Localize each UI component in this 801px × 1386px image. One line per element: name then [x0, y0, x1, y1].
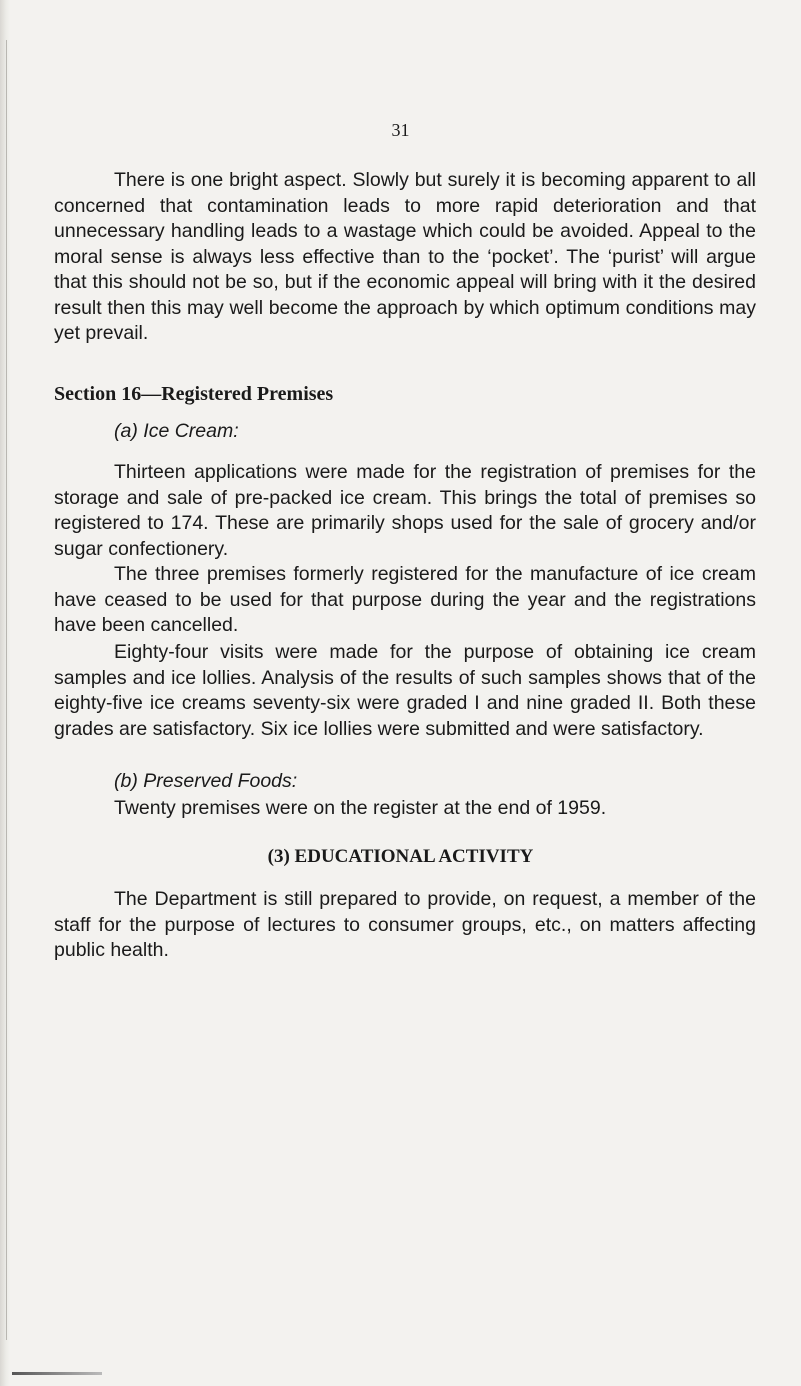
- paragraph-bright-aspect: There is one bright aspect. Slowly but surely it is becoming apparent to all concerned that contamination leads to more rapid deterioration and that unnecessary handling leads to a wastage which could be avoided. Appeal to the moral sense is always less effective than to the ‘pocket’. The ‘purist’ will argue that this should not be so, but if the economic appeal will bring with it the desired result then this may well become the approach by which optimum conditions may yet prevail.: [54, 169, 756, 344]
- binding-shadow: [0, 0, 10, 1386]
- subsection-preserved-foods-heading: (b) Preserved Foods:: [114, 770, 298, 792]
- subsection-b-marker: b: [120, 770, 132, 792]
- subsection-ice-cream-heading: (a) Ice Cream:: [114, 420, 239, 442]
- educational-activity-heading: (3) EDUCATIONAL ACTIVITY: [267, 846, 534, 867]
- section-heading: Section 16—Registered Premises: [54, 383, 334, 405]
- paragraph-registrations: Thirteen applications were made for the registration of premises for the storage and sale of pre-packed ice cream. This brings the total of premises so registered to 174. These are primarily shops used for the sale of grocery and/or sugar confectionery.: [54, 461, 756, 560]
- paragraph-cancelled-premises: The three premises formerly registered for the manufacture of ice cream have ceased to be used for that purpose during the year and the registrations have been cancelled.: [54, 563, 756, 636]
- page-number: 31: [391, 120, 410, 140]
- subsection-b-title: Preserved Foods:: [143, 770, 298, 792]
- paragraph-samples: Eighty-four visits were made for the purpose of obtaining ice cream samples and ice lollies. Analysis of the results of such samples shows that of the eighty-five ice creams seventy-six were graded I and nine graded II. Both these grades are satisfactory. Six ice lollies were submitted and were satisfactory.: [54, 641, 756, 740]
- paragraph-preserved-foods: Twenty premises were on the register at the end of 1959.: [114, 797, 607, 819]
- scan-edge-mark: [12, 1372, 102, 1375]
- subsection-a-title: Ice Cream:: [143, 420, 239, 442]
- paragraph-educational-activity: The Department is still prepared to provide, on request, a member of the staff for the purpose of lectures to consumer groups, etc., on matters affecting public health.: [54, 888, 756, 961]
- subsection-a-marker: a: [120, 420, 132, 442]
- binding-edge-line: [6, 40, 7, 1340]
